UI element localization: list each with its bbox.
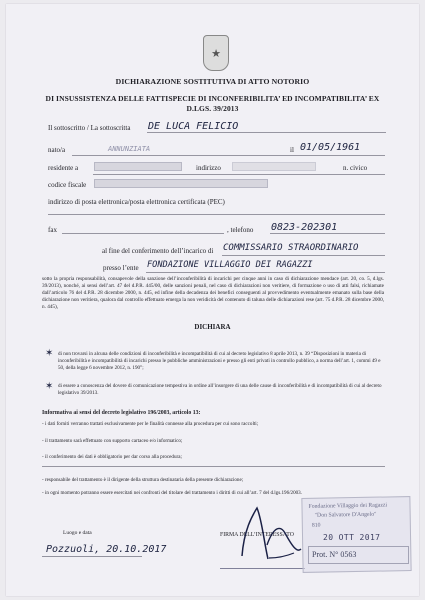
underline-fax [62, 233, 224, 234]
privacy-item-5: - in ogni momento potranno essere esercitati nei confronti del titolare del trattamento i diritti di cui all’art. 7 del d.lgs.196/2003. [42, 490, 302, 496]
underline-nato [72, 155, 385, 156]
value-ente: FONDAZIONE VILLAGGIO DEI RAGAZZI [147, 260, 313, 270]
underline-pec [48, 214, 385, 215]
intro-paragraph: sotto la propria responsabilità, consapevole della sanzione dell’inconferibilità di incarichi per cinque anni in caso di dichiarazione mendace (art. 20, co. 5, d.lgs. 39/2013), nonché, ai sensi dell’art. 47 del d.P.R. 445/00, delle sanzioni penali, nel caso di dichiarazioni non veritiere, di formazione o uso di atti falsi, richiamate dall’articolo 76 del d.P.R. 28 dicembre 2000, n. 445, ed infine della decadenza dei benefici conseguenti al provvedimento eventualmente emanato sulla base della dichiarazione non veritiera, qualora dal controllo effettuato emerga la non veridicità del contenuto di taluna delle dichiarazioni rese (art. 75 d.P.R. 28 dicembre 2000, n. 445), [42, 276, 384, 311]
label-sottoscritto: Il sottoscritto / La sottoscritta [48, 124, 131, 132]
label-indirizzo: indirizzo [196, 164, 221, 172]
underline-residente [93, 174, 385, 175]
protocol-label-text: Prot. N° [312, 550, 339, 559]
doc-subtitle: DI INSUSSISTENZA DELLE FATTISPECIE DI INCONFERIBILITA’ ED INCOMPATIBILITA’ EX [45, 94, 380, 103]
stamp-date: 20 OTT 2017 [323, 533, 381, 542]
checkmark-item-1-icon: ✶ [45, 348, 54, 359]
label-residente: residente a [48, 164, 79, 172]
privacy-divider [42, 466, 385, 467]
seal-icon [203, 35, 229, 71]
redacted-indirizzo [232, 162, 316, 171]
label-ente: presso l’ente [103, 264, 139, 272]
privacy-title: Informativa ai sensi del decreto legislativo 196/2003, articolo 13: [42, 410, 201, 416]
privacy-item-3: - il conferimento dei dati è obbligatorio per dar corso alla procedura; [42, 454, 182, 460]
place-date-label: Luogo e data [63, 530, 92, 536]
privacy-item-1: - i dati forniti verranno trattati esclusivamente per le finalità connesse alla procedura per cui sono raccolti; [42, 421, 259, 427]
value-telefono: 0823-202301 [271, 222, 338, 233]
label-codice-fiscale: codice fiscale [48, 181, 87, 189]
protocol-number: 0563 [340, 550, 357, 559]
underline-conferimento [222, 255, 385, 256]
label-telefono: , telefono [227, 226, 254, 234]
label-pec: indirizzo di posta elettronica/posta elettronica certificata (PEC) [48, 198, 225, 206]
doc-title: DICHIARAZIONE SOSTITUTIVA DI ATTO NOTORIO [115, 77, 310, 86]
label-civico: n. civico [343, 164, 368, 172]
stamp-line-2: "Don Salvatore D'Angelo" [314, 511, 377, 519]
underline-sottoscritto [147, 132, 386, 133]
privacy-item-4: - responsabile del trattamento è il dirigente della struttura destinataria della presente dichiarazione; [42, 477, 244, 483]
value-sottoscritto: DE LUCA FELICIO [148, 121, 239, 132]
place-date-line [42, 556, 142, 557]
label-fax: fax [48, 226, 57, 234]
declaration-item-1: di non trovarsi in alcuna delle condizioni di inconferibilità e incompatibilità di cui al decreto legislativo 8 aprile 2013, n. 39 “Disposizioni in materia di inconferibilità e incompatibilità di incarichi presso le pubbliche amministrazioni e presso gli enti privati in controllo pubblico, a norma dell’art. 1, commi 49 e 50, della legge 6 novembre 2012, n. 190”; [58, 351, 381, 371]
redacted-residenza [94, 162, 182, 171]
signature-line [220, 568, 305, 569]
dichiara-heading: DICHIARA [194, 323, 231, 331]
label-il: il [290, 146, 294, 154]
label-nato: nato/a [48, 146, 66, 154]
declaration-item-2: di essere a conoscenza del dovere di comunicazione tempestiva in ordine all’insorgere di una delle cause di inconferibilità e di incompatibilità di cui al decreto legislativo 39/2013. [58, 383, 382, 396]
doc-subtitle-law: D.LGS. 39/2013 [186, 104, 239, 113]
stamp-line-1: Fondazione Villaggio dei Ragazzi [308, 502, 388, 510]
signature-label: FIRMA DELL’INTERESSATO [220, 532, 294, 538]
redacted-codice-fiscale [94, 179, 268, 188]
privacy-item-2: - il trattamento sarà effettuato con supporto cartaceo e/o informatico; [42, 438, 183, 444]
checkmark-item-2-icon: ✶ [45, 381, 54, 392]
signature-drawing-icon [234, 500, 306, 566]
place-date-value: Pozzuoli, 20.10.2017 [46, 544, 167, 555]
value-nato-luogo: ANNUNZIATA [108, 145, 151, 153]
stamp-line-3: 810 [311, 522, 321, 529]
underline-ente [146, 272, 385, 273]
underline-telefono [270, 233, 385, 234]
protocol-label [312, 550, 356, 559]
value-conferimento: COMMISSARIO STRAORDINARIO [223, 243, 359, 253]
value-il: 01/05/1961 [300, 142, 361, 153]
label-conferimento: al fine del conferimento dell’incarico di [102, 247, 214, 255]
